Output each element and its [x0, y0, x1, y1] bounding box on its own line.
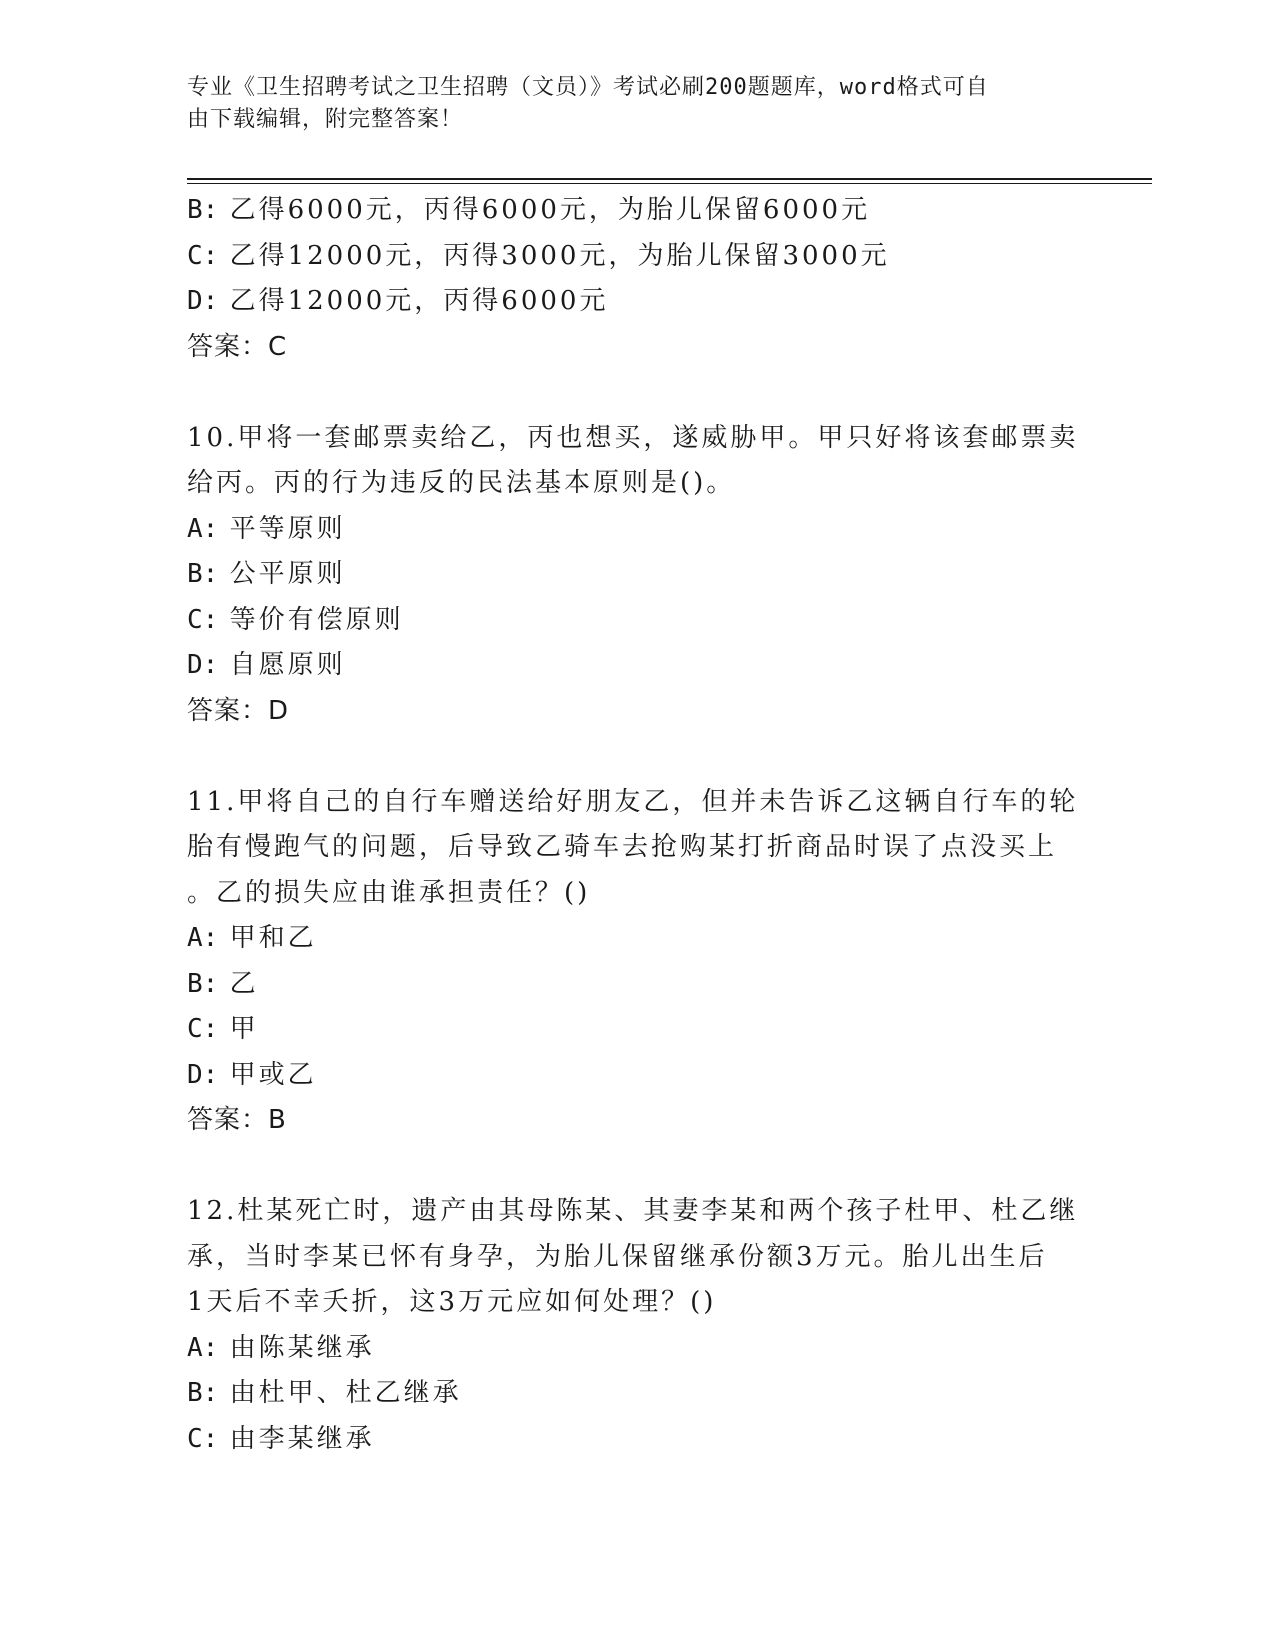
header-line-2: 由下载编辑，附完整答案！ [187, 107, 464, 132]
question-11 [187, 780, 1087, 1144]
option-letter: D: [187, 650, 219, 680]
option-c [187, 234, 1087, 280]
option-text: 甲 [229, 1014, 259, 1044]
question-stem-line: 给丙。丙的行为违反的民法基本原则是()。 [187, 468, 736, 498]
question-stem-line: 承，当时李某已怀有身孕，为胎儿保留继承份额3万元。胎儿出生后 [187, 1241, 1048, 1272]
option-b [187, 1371, 1087, 1417]
option-letter: A: [187, 513, 219, 544]
option-text: 公平原则 [229, 559, 346, 589]
option-text: 等价有偿原则 [229, 604, 404, 635]
header-divider-thick [187, 178, 1152, 180]
option-a [187, 507, 1087, 553]
question-9-tail [187, 188, 1087, 370]
question-12 [187, 1189, 1087, 1462]
option-text: 自愿原则 [229, 650, 346, 680]
option-d [187, 279, 1087, 325]
option-text: 乙得6000元，丙得6000元，为胎儿保留6000元 [229, 195, 871, 225]
option-text: 由陈某继承 [229, 1332, 375, 1363]
question-stem-line: 12.杜某死亡时，遗产由其母陈某、其妻李某和两个孩子杜甲、杜乙继 [187, 1196, 1079, 1226]
option-letter: A: [187, 1332, 219, 1363]
option-b [187, 962, 1087, 1008]
option-c [187, 598, 1087, 644]
option-a [187, 1326, 1087, 1372]
option-text: 甲或乙 [229, 1059, 317, 1090]
question-stem-line: 10.甲将一套邮票卖给乙，丙也想买，遂威胁甲。甲只好将该套邮票卖 [187, 422, 1079, 453]
option-text: 乙得12000元，丙得3000元，为胎儿保留3000元 [229, 240, 890, 271]
option-d [187, 643, 1087, 689]
option-text: 由杜甲、杜乙继承 [229, 1378, 462, 1408]
option-text: 乙得12000元，丙得6000元 [229, 286, 609, 316]
option-b [187, 188, 1087, 234]
question-10 [187, 416, 1087, 735]
answer-line: 答案：B [187, 1105, 287, 1135]
spacer [187, 734, 1087, 780]
option-d [187, 1053, 1087, 1099]
question-list [187, 188, 1087, 1462]
question-stem-line: 胎有慢跑气的问题，后导致乙骑车去抢购某打折商品时误了点没买上 [187, 832, 1058, 862]
option-letter: C: [187, 1423, 219, 1454]
question-stem-line: 1天后不幸夭折，这3万元应如何处理？() [187, 1287, 717, 1317]
option-letter: B: [187, 968, 219, 999]
option-letter: D: [187, 286, 219, 316]
spacer [187, 1144, 1087, 1190]
option-letter: B: [187, 195, 219, 225]
option-letter: C: [187, 604, 219, 635]
option-a [187, 916, 1087, 962]
option-text: 乙 [229, 968, 259, 999]
header-line-1: 专业《卫生招聘考试之卫生招聘（文员）》考试必刷200题题库，word格式可自 [187, 75, 989, 100]
option-letter: B: [187, 559, 219, 589]
option-b [187, 552, 1087, 598]
document-header [187, 72, 1077, 136]
option-c [187, 1007, 1087, 1053]
option-letter: D: [187, 1059, 219, 1090]
header-divider-thin [187, 183, 1152, 184]
answer-line: 答案：C [187, 331, 288, 362]
spacer [187, 370, 1087, 416]
option-letter: B: [187, 1378, 219, 1408]
option-letter: C: [187, 1014, 219, 1044]
option-text: 由李某继承 [229, 1423, 375, 1454]
question-stem-line: 11.甲将自己的自行车赠送给好朋友乙，但并未告诉乙这辆自行车的轮 [187, 786, 1079, 817]
option-letter: A: [187, 923, 219, 953]
answer-line: 答案：D [187, 695, 290, 726]
option-letter: C: [187, 240, 219, 271]
option-c [187, 1417, 1087, 1463]
option-text: 甲和乙 [229, 923, 317, 953]
question-stem-line: 。乙的损失应由谁承担责任？() [187, 877, 591, 908]
option-text: 平等原则 [229, 513, 346, 544]
